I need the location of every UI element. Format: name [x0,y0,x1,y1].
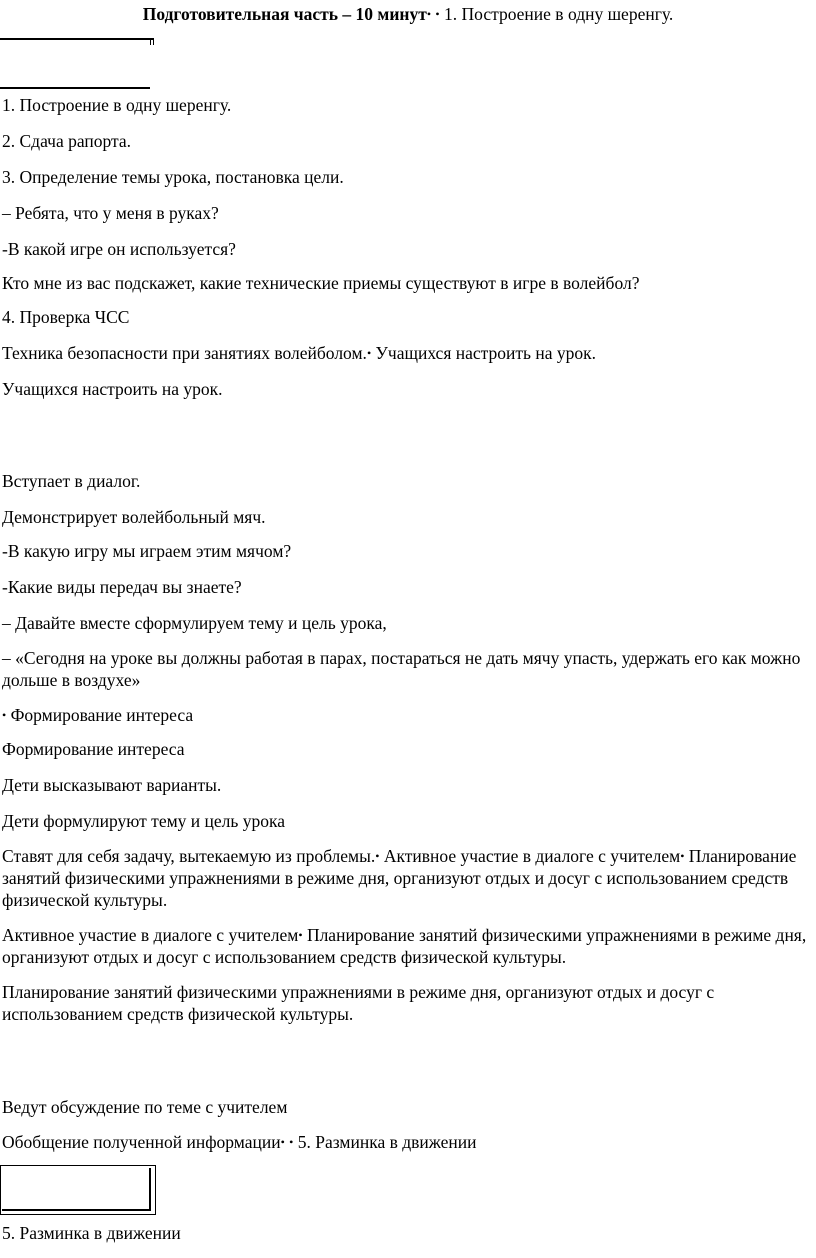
text-line: -В какой игре он используется? [2,239,236,259]
text-paragraph: Планирование занятий физическими упражнениями в режиме дня, организуют отдых и досуг с использованием средств физической культуры. [2,982,715,1024]
text-line: Дети высказывают варианты. [2,775,222,795]
bullet-icon: • [680,849,685,863]
text-line: Кто мне из вас подскажет, какие технические приемы существуют в игре в волейбол? [2,273,640,293]
text-line: • Формирование интереса [2,705,194,725]
text-line: 3. Определение темы урока, постановка цели. [2,167,344,187]
text-line: Демонстрирует волейбольный мяч. [2,507,266,527]
bullet-icon: • [289,1135,294,1149]
text-line: Формирование интереса [2,739,185,759]
text-line: Дети формулируют тему и цель урока [2,811,285,831]
text-line: Вступает в диалог. [2,471,141,491]
bullet-icon: • [2,708,7,722]
title-bold: Подготовительная часть – 10 минут [142,4,427,24]
text-line: Учащихся настроить на урок. [2,379,223,399]
bullet-icon: • [375,849,380,863]
bullet-icon: • [366,346,372,360]
bullet-icon: • [435,7,440,21]
text-line: Обобщение полученной информации• • 5. Разминка в движении [2,1132,477,1152]
text-line: – Ребята, что у меня в руках? [2,203,219,223]
text-line: 5. Разминка в движении [2,1223,181,1243]
text-line: – Давайте вместе сформулируем тему и цель урока, [2,613,387,633]
bullet-icon: • [298,928,303,942]
text-line: -В какую игру мы играем этим мячом? [2,541,292,561]
text-line: Техника безопасности при занятиях волейболом.• Учащихся настроить на урок. [2,343,597,363]
text-line: 4. Проверка ЧСС [2,307,130,327]
text-line: 1. Построение в одну шеренгу. [2,95,232,115]
title-rest: 1. Построение в одну шеренгу. [439,4,674,24]
text-paragraph: Активное участие в диалоге с учителем• Планирование занятий физическими упражнениями в режиме дня, организуют отдых и досуг с использованием средств физической культуры. [2,925,807,967]
text-paragraph: – «Сегодня на уроке вы должны работая в парах, постараться не дать мячу упасть, удержать его как можно дольше в воздухе» [2,648,801,690]
text-line: Ведут обсуждение по теме с учителем [2,1097,288,1117]
bullet-icon: • [426,7,432,21]
text-line: 2. Сдача рапорта. [2,131,132,151]
text-line: -Какие виды передач вы знаете? [2,577,242,597]
section-title [0,3,816,25]
bullet-icon: • [280,1135,285,1149]
text-paragraph: Ставят для себя задачу, вытекаемую из проблемы.• Активное участие в диалоге с учителем• Планирование занятий физическими упражнениями в режиме дня, организуют отдых и досуг с использованием средств физической культуры. [2,846,797,910]
